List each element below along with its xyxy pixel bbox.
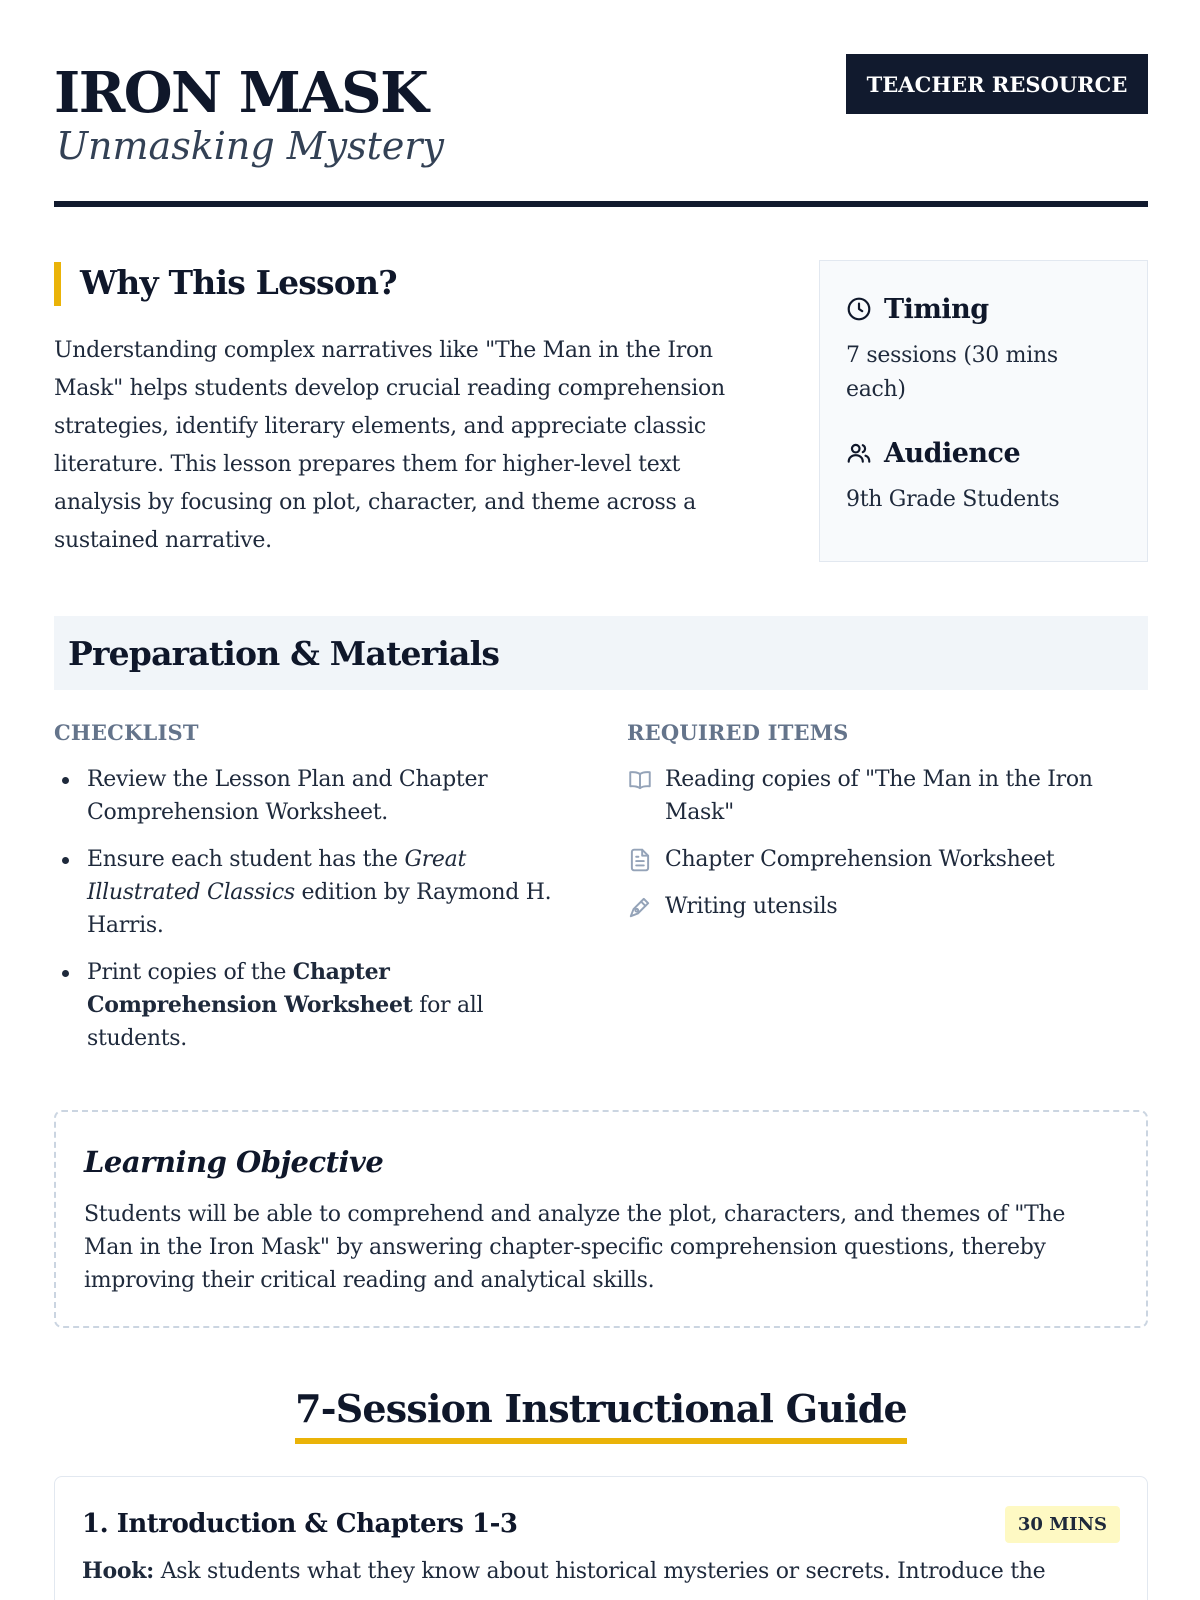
book-icon xyxy=(627,767,653,793)
timing-label: Timing xyxy=(884,293,989,325)
audience-label: Audience xyxy=(884,437,1021,469)
page-subtitle: Unmasking Mystery xyxy=(56,124,445,168)
guide-title: 7-Session Instructional Guide xyxy=(295,1386,907,1444)
preparation-heading: Preparation & Materials xyxy=(68,633,500,673)
required-items-column xyxy=(627,720,1148,937)
session-description xyxy=(82,1555,1120,1588)
clock-icon xyxy=(846,296,872,322)
learning-objective-heading: Learning Objective xyxy=(84,1145,384,1179)
required-item xyxy=(627,843,1148,876)
required-items-label: REQUIRED ITEMS xyxy=(627,720,849,745)
session-header xyxy=(82,1503,1120,1545)
required-item-text: Writing utensils xyxy=(665,894,838,919)
session-card xyxy=(54,1476,1148,1600)
why-heading-text: Why This Lesson? xyxy=(80,263,397,302)
worksheet-name: Chapter Comprehension Worksheet xyxy=(87,959,413,1018)
timing-heading xyxy=(846,289,1121,329)
pen-icon xyxy=(627,894,653,920)
learning-objective-box xyxy=(54,1110,1148,1328)
checklist-item: Ensure each student has the Great Illustrated Classics edition by Raymond H. Harris. xyxy=(54,843,574,942)
users-icon xyxy=(846,440,872,466)
required-item xyxy=(627,890,1148,923)
heading-accent-bar xyxy=(54,262,61,306)
required-item-text: Chapter Comprehension Worksheet xyxy=(665,847,1055,872)
page xyxy=(54,0,1148,1600)
why-heading xyxy=(54,260,754,306)
session-title: 1. Introduction & Chapters 1-3 xyxy=(82,1509,518,1539)
checklist-label: CHECKLIST xyxy=(54,720,199,745)
checklist-item: Review the Lesson Plan and Chapter Comprehension Worksheet. xyxy=(54,763,574,829)
timing-value: 7 sessions (30 mins each) xyxy=(846,343,1058,402)
header-divider xyxy=(54,201,1148,207)
checklist xyxy=(54,763,574,1055)
guide-title-wrap xyxy=(54,1386,1148,1444)
why-this-lesson-section xyxy=(54,260,754,560)
preparation-heading-bar xyxy=(54,616,1148,690)
why-description: Understanding complex narratives like "The Man in the Iron Mask" helps students develop crucial reading comprehension strategies, identify literary elements, and appreciate classic literature. This lesson prepares them for higher-level text analysis by focusing on plot, character, and theme across a sustained narrative. xyxy=(54,338,725,553)
audience-value: 9th Grade Students xyxy=(846,487,1060,512)
audience-heading xyxy=(846,433,1121,473)
hook-text: Ask students what they know about historical mysteries or secrets. Introduce the xyxy=(154,1559,1046,1584)
page-header xyxy=(54,54,1148,206)
edition-title: Great Illustrated Classics xyxy=(87,847,467,905)
required-items-list xyxy=(627,763,1148,923)
required-item xyxy=(627,763,1148,829)
checklist-item: Print copies of the Chapter Comprehension Worksheet for all students. xyxy=(54,956,574,1055)
document-icon xyxy=(627,847,653,873)
session-duration-badge: 30 MINS xyxy=(1005,1506,1120,1543)
page-title: IRON MASK xyxy=(54,60,428,126)
learning-objective-text: Students will be able to comprehend and analyze the plot, characters, and themes of "The Man in the Iron Mask" by answering chapter-specific comprehension questions, thereby improving their critical reading and analytical skills. xyxy=(84,1202,1066,1293)
required-item-text: Reading copies of "The Man in the Iron Mask" xyxy=(665,767,1093,825)
lesson-info-card xyxy=(819,260,1148,562)
checklist-column xyxy=(54,720,574,1069)
hook-label: Hook: xyxy=(82,1558,154,1584)
teacher-resource-badge: TEACHER RESOURCE xyxy=(846,54,1148,114)
